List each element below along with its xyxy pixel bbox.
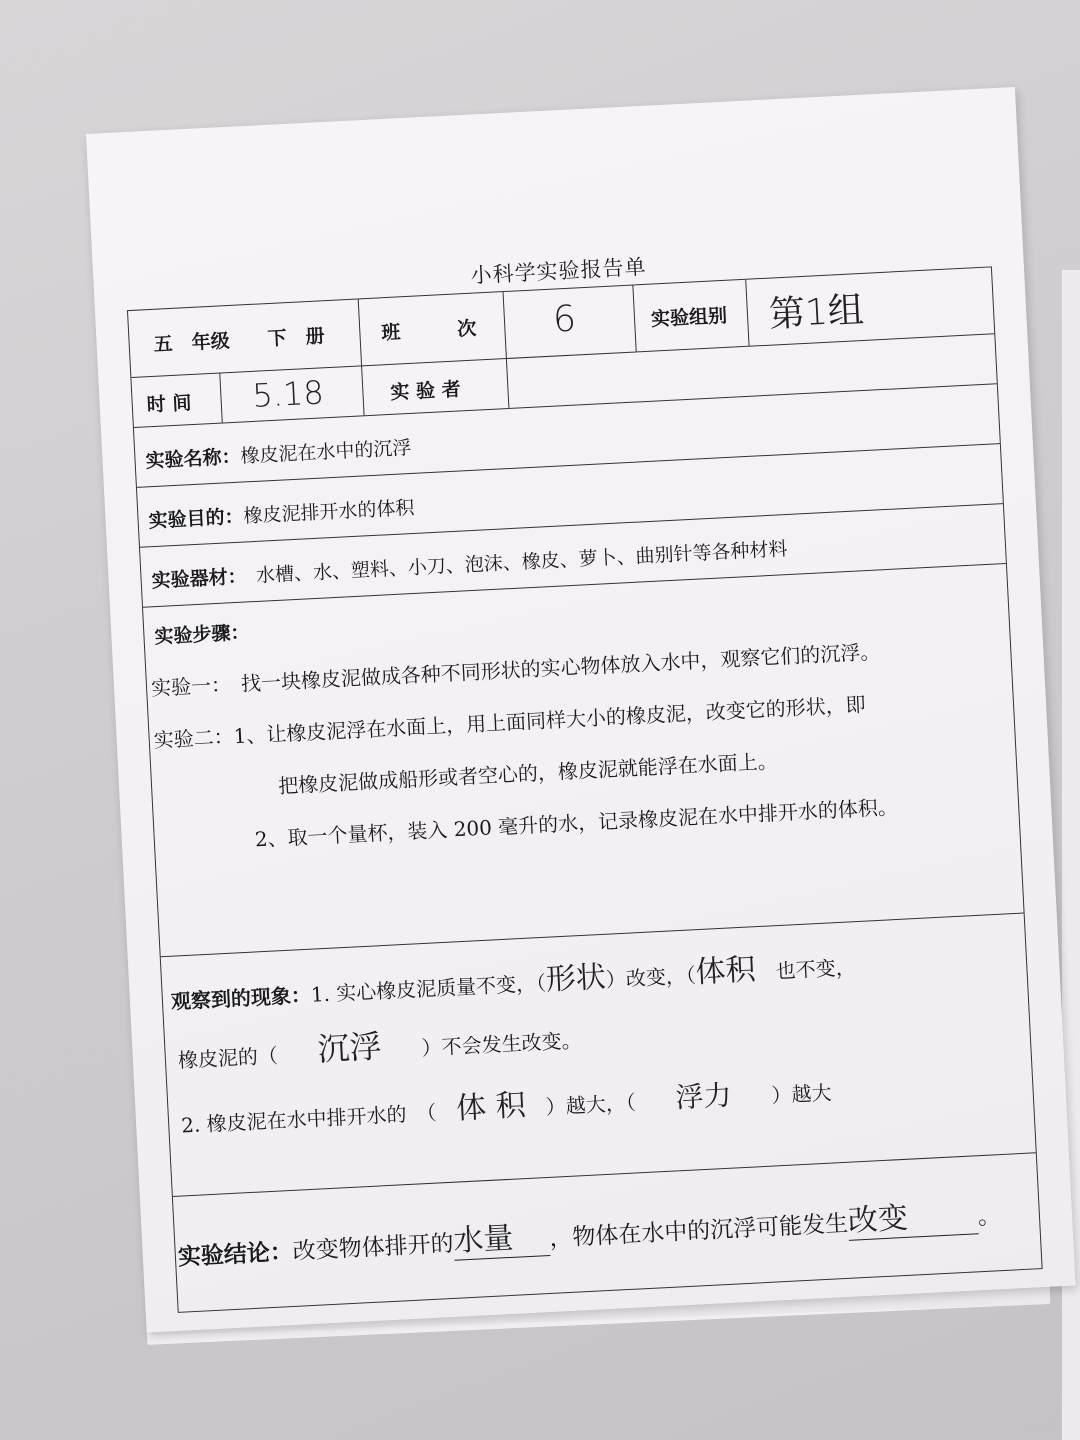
observation-text: ）改变，（	[605, 963, 697, 992]
conclusion-text: ，物体在水中的沉浮可能发生	[548, 1210, 849, 1252]
report-sheet	[86, 87, 1076, 1333]
step-exp1	[150, 636, 881, 702]
step-exp1-text: 找一块橡皮泥做成各种不同形状的实心物体放入水中，观察它们的沉浮。	[240, 639, 881, 696]
observation-line3	[180, 1065, 832, 1142]
report-table	[127, 266, 1043, 1313]
observation-fill-sinkfloat: 沉浮	[316, 1027, 383, 1069]
observation-text: ）越大	[770, 1080, 833, 1108]
class-label: 班 次	[380, 317, 477, 345]
observation-text: 2. 橡皮泥在水中排开水的 （	[180, 1100, 438, 1138]
experiment-name-label: 实验名称：	[145, 445, 242, 473]
experiment-purpose-value: 橡皮泥排开水的体积	[243, 496, 415, 528]
observation-text: ）越大，（	[545, 1090, 637, 1119]
experiment-name-value: 橡皮泥在水中的沉浮	[239, 436, 412, 468]
observation-text: ）不会发生改变。	[421, 1028, 583, 1061]
step-exp1-label: 实验一：	[150, 672, 222, 701]
col-divider	[503, 292, 510, 408]
observation-label: 观察到的现象：	[170, 982, 312, 1014]
experiment-materials-label: 实验器材：	[151, 565, 238, 593]
step-exp2-line3: 2、取一个量杯，装入 200 毫升的水，记录橡皮泥在水中排开水的体积。	[254, 794, 899, 852]
experiment-purpose	[148, 493, 415, 533]
col-divider	[358, 299, 365, 415]
step-exp2-line2: 把橡皮泥做成船形或者空心的，橡皮泥就能浮在水面上。	[277, 748, 779, 799]
conclusion-text: 。	[977, 1203, 1002, 1231]
observation-fill-shape: 形状	[544, 959, 607, 998]
group-label: 实验组别	[650, 304, 728, 331]
experimenter-label: 实 验 者	[389, 378, 462, 404]
col-divider	[632, 286, 636, 352]
col-divider	[219, 373, 223, 423]
conclusion-fill-water: 水量	[452, 1211, 550, 1261]
step-exp2-label: 实验二：	[153, 724, 235, 753]
observation-text: 也不变，	[775, 955, 857, 984]
row-divider	[173, 1152, 1036, 1197]
grade-label: 五 年级 下 册	[153, 325, 326, 356]
class-value: 6	[551, 298, 577, 341]
observation-fill-volume: 体积	[694, 952, 757, 991]
step-exp2	[153, 688, 866, 753]
observation-line2	[177, 1011, 583, 1077]
observation-text: 橡皮泥的（	[177, 1043, 279, 1073]
steps-label: 实验步骤：	[153, 621, 250, 649]
conclusion-line	[177, 1188, 1002, 1275]
time-label: 时 间	[146, 392, 192, 417]
step-exp2-line1: 1、让橡皮泥浮在水面上，用上面同样大小的橡皮泥，改变它的形状，即	[233, 692, 867, 749]
col-divider	[745, 280, 749, 346]
observation-fill-buoyancy: 浮力	[674, 1078, 733, 1115]
experiment-materials	[151, 534, 788, 593]
group-value: 第1组	[768, 289, 865, 336]
report-title: 小科学实验报告单	[470, 254, 648, 288]
experiment-name	[145, 433, 412, 473]
observation-fill-volume2: 体 积	[455, 1088, 527, 1127]
experiment-materials-value: 水槽、水、塑料、小刀、泡沫、橡皮、萝卜、曲别针等各种材料	[255, 538, 788, 587]
conclusion-fill-change: 改变	[847, 1189, 979, 1241]
observation-text: 1. 实心橡皮泥质量不变，（	[310, 970, 547, 1007]
conclusion-text: 改变物体排开的	[292, 1230, 455, 1265]
experiment-purpose-label: 实验目的：	[148, 505, 245, 533]
conclusion-label: 实验结论：	[177, 1237, 294, 1271]
time-value: 5.18	[251, 373, 325, 415]
row-divider	[161, 913, 1024, 958]
